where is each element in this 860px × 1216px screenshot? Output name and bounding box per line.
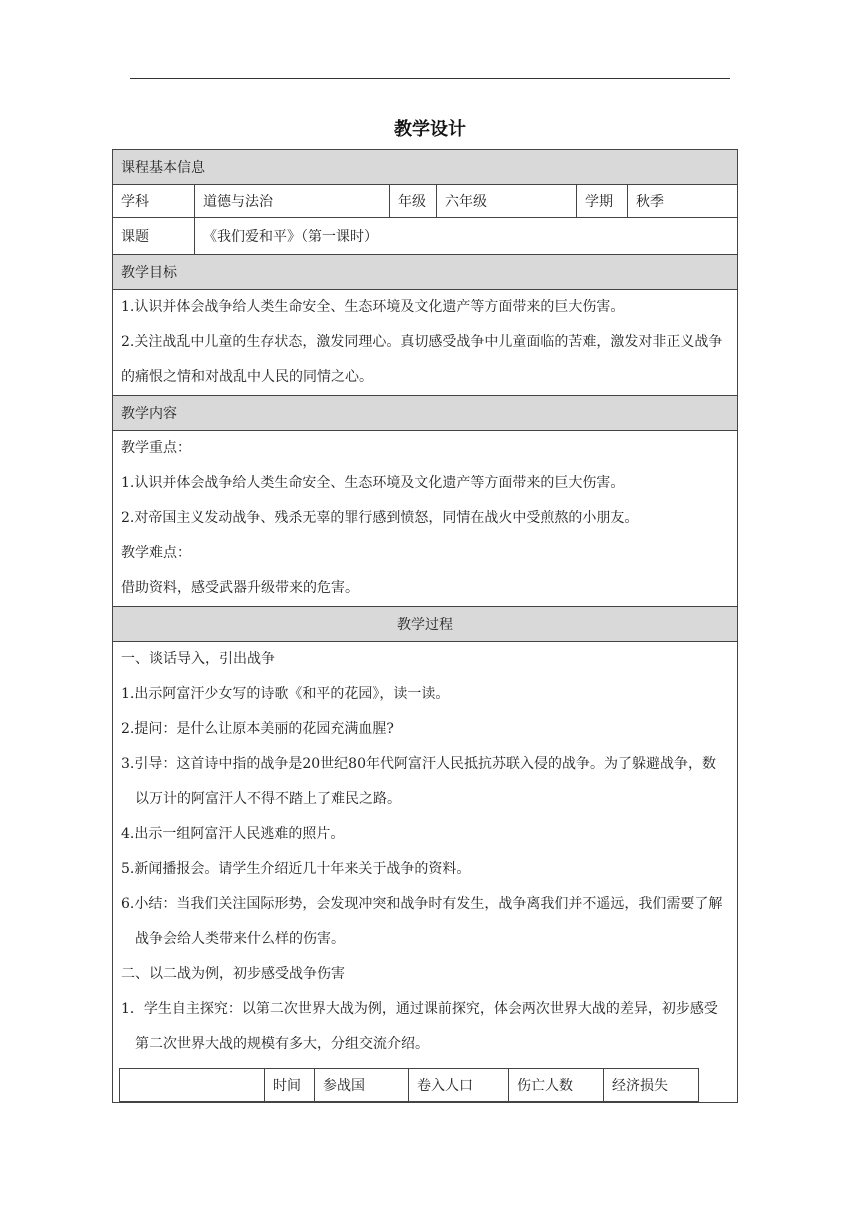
- subject-label: 学科: [113, 185, 195, 218]
- grade-value: 六年级: [437, 185, 577, 218]
- process-part2-title: 二、以二战为例，初步感受战争伤害: [121, 966, 345, 982]
- content-header: 教学内容: [113, 396, 738, 431]
- term-label: 学期: [577, 185, 628, 218]
- page-title: 教学设计: [394, 119, 466, 140]
- topic-label: 课题: [113, 218, 195, 255]
- term-value: 秋季: [628, 185, 738, 218]
- difficulty-text: 借助资料，感受武器升级带来的危害。: [121, 580, 359, 596]
- objectives-body: [113, 290, 738, 396]
- process-step: 2.提问：是什么让原本美丽的花园充满血腥?: [121, 721, 394, 737]
- header-rule: [130, 78, 730, 79]
- grade-label: 年级: [390, 185, 437, 218]
- table-header-cell: 卷入人口: [409, 1069, 509, 1102]
- table-header-cell: [120, 1069, 265, 1102]
- basic-info-header: 课程基本信息: [113, 150, 738, 185]
- topic-value: 《我们爱和平》（第一课时）: [195, 218, 738, 255]
- table-header-cell: 参战国: [315, 1069, 409, 1102]
- subject-value: 道德与法治: [195, 185, 390, 218]
- key-point-item: 2.对帝国主义发动战争、残杀无辜的罪行感到愤怒，同情在战火中受煎熬的小朋友。: [121, 510, 639, 526]
- key-points-label: 教学重点：: [121, 440, 191, 456]
- process-step: 1.出示阿富汗少女写的诗歌《和平的花园》，读一读。: [121, 686, 450, 702]
- objective-item: 1.认识并体会战争给人类生命安全、生态环境及文化遗产等方面带来的巨大伤害。: [121, 299, 625, 315]
- key-point-item: 1.认识并体会战争给人类生命安全、生态环境及文化遗产等方面带来的巨大伤害。: [121, 475, 625, 491]
- process-part1-title: 一、谈话导入，引出战争: [121, 651, 275, 667]
- process-step: 1．学生自主探究：以第二次世界大战为例，通过课前探究，体会两次世界大战的差异，初步感受第二次世界大战的规模有多大，分组交流介绍。: [121, 1001, 718, 1052]
- content-body: [113, 431, 738, 607]
- process-step: 3.引导：这首诗中指的战争是20世纪80年代阿富汗人民抵抗苏联入侵的战争。为了躲避战争，数以万计的阿富汗人不得不踏上了难民之路。: [121, 756, 716, 807]
- process-step: 4.出示一组阿富汗人民逃难的照片。: [121, 826, 345, 842]
- process-header: 教学过程: [113, 607, 738, 642]
- lesson-plan-table: [112, 149, 738, 1103]
- table-header-cell: 时间: [265, 1069, 315, 1102]
- process-step: 5.新闻播报会。请学生介绍近几十年来关于战争的资料。: [121, 861, 471, 877]
- process-body: [113, 642, 738, 1103]
- objective-item: 2.关注战乱中儿童的生存状态，激发同理心。真切感受战争中儿童面临的苦难，激发对非正义战争的痛恨之情和对战乱中人民的同情之心。: [121, 334, 723, 385]
- table-header-cell: 经济损失: [604, 1069, 699, 1102]
- table-header-cell: 伤亡人数: [509, 1069, 604, 1102]
- difficulty-label: 教学难点：: [121, 545, 191, 561]
- objectives-header: 教学目标: [113, 255, 738, 290]
- war-comparison-table: [119, 1068, 699, 1102]
- process-step: 6.小结：当我们关注国际形势，会发现冲突和战争时有发生，战争离我们并不遥远，我们需要了解战争会给人类带来什么样的伤害。: [121, 896, 723, 947]
